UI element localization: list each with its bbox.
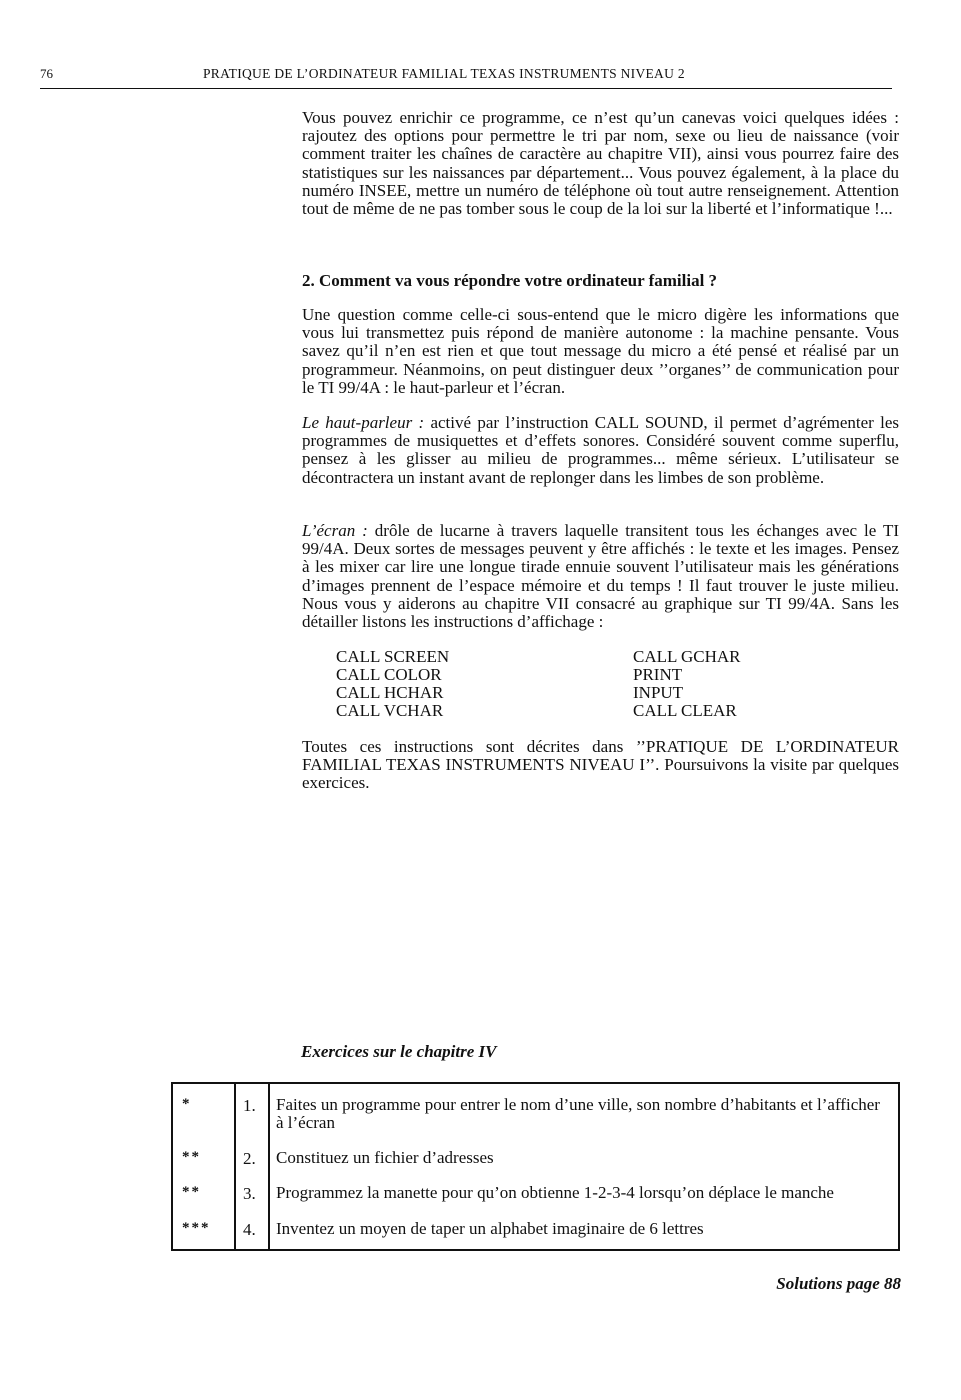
command-column-right bbox=[633, 648, 741, 720]
command-item: INPUT bbox=[633, 683, 684, 702]
page-number: 76 bbox=[40, 66, 53, 81]
solutions-reference: Solutions page 88 bbox=[776, 1274, 901, 1293]
exercise-number: 2. bbox=[243, 1149, 256, 1168]
exercises-title: Exercices sur le chapitre IV bbox=[301, 1042, 497, 1061]
running-title: PRATIQUE DE L’ORDINATEUR FAMILIAL TEXAS INSTRUMENTS NIVEAU 2 bbox=[203, 66, 685, 81]
closing-paragraph: Toutes ces instructions sont décrites dans ’’PRATIQUE DE L’ORDINATEUR FAMILIAL TEXAS INSTRUMENTS NIVEAU I’’. Poursuivons la visite par quelques exercices. bbox=[302, 737, 899, 793]
exercise-text: Faites un programme pour entrer le nom d’une ville, son nombre d’habitants et l’afficher à l’écran bbox=[276, 1095, 880, 1132]
command-column-left bbox=[336, 648, 449, 720]
exercise-number: 1. bbox=[243, 1096, 256, 1115]
speaker-label: Le haut-parleur : bbox=[302, 413, 425, 432]
exercise-text: Programmez la manette pour qu’on obtienne 1-2-3-4 lorsqu’on déplace le manche bbox=[276, 1183, 834, 1202]
screen-paragraph bbox=[302, 522, 899, 631]
difficulty-stars: * bbox=[182, 1096, 192, 1112]
difficulty-stars: ** bbox=[182, 1149, 201, 1165]
exercises-table bbox=[171, 1082, 900, 1251]
difficulty-stars: *** bbox=[182, 1220, 211, 1236]
screen-text: drôle de lucarne à travers laquelle transitent tous les échanges avec le TI 99/4A. Deux sortes de messages peuvent y être affichés : le texte et les images. Pensez à les mixer car lire une longue tirade ennuie souvent l’utilisateur mais les générations d’images prennent de l’espace mémoire et du temps ! Il faut trouver le juste milieu. Nous vous y aiderons au chapitre VII consacré au graphique sur TI 99/4A. Sans les détailler listons les instructions d’affichage : bbox=[302, 521, 899, 632]
page-header bbox=[40, 66, 892, 89]
table-divider bbox=[268, 1084, 270, 1249]
command-item: CALL SCREEN bbox=[336, 647, 450, 666]
command-item: CALL VCHAR bbox=[336, 701, 444, 720]
command-item: CALL COLOR bbox=[336, 665, 442, 684]
screen-label: L’écran : bbox=[302, 521, 368, 540]
speaker-text: activé par l’instruction CALL SOUND, il permet d’agrémenter les programmes de musiquettes et d’effets sonores. Considéré souvent comme superflu, pensez à les glisser au milieu de programmes... même sérieux. L’utilisateur se décontractera un instant avant de replonger dans les limbes de son problème. bbox=[302, 413, 899, 487]
command-item: CALL GCHAR bbox=[633, 647, 741, 666]
difficulty-stars: ** bbox=[182, 1184, 201, 1200]
exercise-text: Constituez un fichier d’adresses bbox=[276, 1148, 494, 1167]
command-item: CALL HCHAR bbox=[336, 683, 444, 702]
table-divider bbox=[234, 1084, 236, 1249]
speaker-paragraph bbox=[302, 414, 899, 487]
exercise-number: 3. bbox=[243, 1184, 256, 1203]
section-paragraph-1: Une question comme celle-ci sous-entend que le micro digère les informations que vous lui transmettez puis répond de manière autonome : la machine pensante. Vous savez qu’il n’en est rien et que tout message du micro a été pensé et réalisé par un programmeur. Néanmoins, on peut distinguer deux ’’organes’’ de communication pour le TI 99/4A : le haut-parleur et l’écran. bbox=[302, 305, 899, 397]
command-item: CALL CLEAR bbox=[633, 701, 737, 720]
section-heading: 2. Comment va vous répondre votre ordinateur familial ? bbox=[302, 271, 718, 290]
exercise-number: 4. bbox=[243, 1220, 256, 1239]
exercise-text: Inventez un moyen de taper un alphabet imaginaire de 6 lettres bbox=[276, 1219, 704, 1238]
intro-paragraph: Vous pouvez enrichir ce programme, ce n’est qu’un canevas voici quelques idées : rajoutez des options pour permettre le tri par nom, sexe ou lieu de naissance (voir comment traiter les chaînes de caractère au chapitre VII), ainsi vous pourrez faire des statistiques sur les naissances par département... Vous pouvez également, à la place du numéro INSEE, mettre un numéro de téléphone où tout autre renseignement. Attention tout de même de ne pas tomber sous le coup de la loi sur la liberté et l’informatique !... bbox=[302, 108, 899, 219]
command-item: PRINT bbox=[633, 665, 683, 684]
